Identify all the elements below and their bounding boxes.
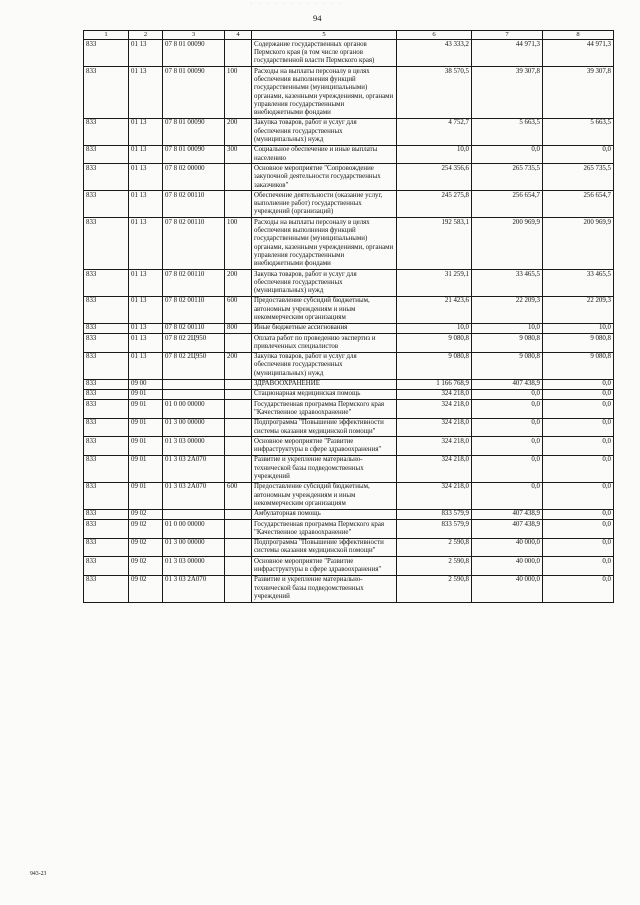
budget-code-cell: 833: [84, 118, 129, 145]
table-row: [84, 400, 614, 419]
amount-col7-cell: 0,0: [472, 418, 543, 437]
item-name-cell: Основное мероприятие "Развитие инфраструктуры в сфере здравоохранения": [252, 557, 397, 576]
section-code-cell: 09 02: [129, 509, 163, 519]
article-code-cell: 01 3 00 00000: [163, 418, 225, 437]
item-name-cell: Иные бюджетные ассигнования: [252, 323, 397, 333]
budget-code-cell: 833: [84, 455, 129, 482]
scan-artifact: · · · · · · · · · · · ·: [250, 0, 344, 8]
item-name-cell: Развитие и укрепление материально-технической базы подведомственных учреждений: [252, 455, 397, 482]
article-code-cell: 07 8 01 00090: [163, 67, 225, 119]
amount-col6-cell: 324 218,0: [397, 437, 472, 456]
budget-code-cell: 833: [84, 352, 129, 379]
amount-col6-cell: 2 590,8: [397, 575, 472, 602]
expense-type-cell: 100: [225, 67, 252, 119]
amount-col6-cell: 833 579,9: [397, 520, 472, 539]
amount-col8-cell: 0,0: [543, 418, 614, 437]
article-code-cell: 07 8 01 00090: [163, 145, 225, 164]
budget-code-cell: 833: [84, 145, 129, 164]
amount-col7-cell: 10,0: [472, 323, 543, 333]
article-code-cell: 07 8 02 00110: [163, 323, 225, 333]
table-row: [84, 482, 614, 509]
amount-col7-cell: 9 080,8: [472, 352, 543, 379]
section-code-cell: 09 01: [129, 437, 163, 456]
table-row: [84, 270, 614, 297]
expense-type-cell: [225, 538, 252, 557]
section-code-cell: 09 00: [129, 379, 163, 389]
budget-code-cell: 833: [84, 418, 129, 437]
table-row: [84, 334, 614, 353]
section-code-cell: 09 02: [129, 520, 163, 539]
amount-col8-cell: 39 307,8: [543, 67, 614, 119]
budget-code-cell: 833: [84, 400, 129, 419]
budget-code-cell: 833: [84, 40, 129, 67]
expense-type-cell: [225, 509, 252, 519]
amount-col7-cell: 9 080,8: [472, 334, 543, 353]
expense-type-cell: [225, 379, 252, 389]
budget-code-cell: 833: [84, 509, 129, 519]
budget-table: [83, 30, 614, 603]
budget-code-cell: 833: [84, 270, 129, 297]
section-code-cell: 01 13: [129, 191, 163, 218]
amount-col7-cell: 265 735,5: [472, 164, 543, 191]
budget-code-cell: 833: [84, 334, 129, 353]
section-code-cell: 01 13: [129, 218, 163, 270]
amount-col6-cell: 324 218,0: [397, 455, 472, 482]
column-number-row: [84, 31, 614, 40]
table-row: [84, 575, 614, 602]
amount-col8-cell: 265 735,5: [543, 164, 614, 191]
article-code-cell: 07 8 02 2Ц950: [163, 352, 225, 379]
budget-code-cell: 833: [84, 538, 129, 557]
amount-col8-cell: 0,0: [543, 575, 614, 602]
amount-col6-cell: 10,0: [397, 145, 472, 164]
margin-code: 943-23: [30, 871, 47, 877]
item-name-cell: ЗДРАВООХРАНЕНИЕ: [252, 379, 397, 389]
table-row: [84, 455, 614, 482]
item-name-cell: Подпрограмма "Повышение эффективности системы оказания медицинской помощи": [252, 418, 397, 437]
table-row: [84, 296, 614, 323]
amount-col8-cell: 256 654,7: [543, 191, 614, 218]
section-code-cell: 01 13: [129, 270, 163, 297]
item-name-cell: Предоставление субсидий бюджетным, автономным учреждениям и иным некоммерческим организациям: [252, 296, 397, 323]
article-code-cell: [163, 379, 225, 389]
expense-type-cell: 600: [225, 482, 252, 509]
item-name-cell: Стационарная медицинская помощь: [252, 389, 397, 399]
item-name-cell: Оплата работ по проведению экспертиз и привлеченных специалистов: [252, 334, 397, 353]
expense-type-cell: [225, 418, 252, 437]
amount-col8-cell: 0,0: [543, 145, 614, 164]
expense-type-cell: 100: [225, 218, 252, 270]
expense-type-cell: [225, 575, 252, 602]
expense-type-cell: [225, 191, 252, 218]
amount-col6-cell: 9 080,8: [397, 334, 472, 353]
page-number: 94: [313, 13, 322, 23]
amount-col6-cell: 2 590,8: [397, 557, 472, 576]
amount-col8-cell: 0,0: [543, 557, 614, 576]
table-row: [84, 323, 614, 333]
item-name-cell: Содержание государственных органов Пермского края (в том числе органов государственной власти Пермского края): [252, 40, 397, 67]
section-code-cell: 01 13: [129, 118, 163, 145]
amount-col6-cell: 245 275,8: [397, 191, 472, 218]
article-code-cell: 01 3 00 00000: [163, 538, 225, 557]
expense-type-cell: 200: [225, 352, 252, 379]
amount-col7-cell: 44 971,3: [472, 40, 543, 67]
section-code-cell: 09 01: [129, 455, 163, 482]
table-row: [84, 557, 614, 576]
item-name-cell: Закупка товаров, работ и услуг для обеспечения государственных (муниципальных) нужд: [252, 352, 397, 379]
table-body: [84, 40, 614, 602]
article-code-cell: 01 0 00 00000: [163, 400, 225, 419]
table-row: [84, 509, 614, 519]
amount-col8-cell: 22 209,3: [543, 296, 614, 323]
amount-col8-cell: 200 969,9: [543, 218, 614, 270]
article-code-cell: 01 3 03 2А070: [163, 575, 225, 602]
table-row: [84, 389, 614, 399]
table-row: [84, 191, 614, 218]
item-name-cell: Развитие и укрепление материально-технической базы подведомственных учреждений: [252, 575, 397, 602]
table-row: [84, 40, 614, 67]
item-name-cell: Социальное обеспечение и иные выплаты населению: [252, 145, 397, 164]
section-code-cell: 09 02: [129, 557, 163, 576]
section-code-cell: 01 13: [129, 164, 163, 191]
article-code-cell: 07 8 01 00090: [163, 118, 225, 145]
expense-type-cell: [225, 557, 252, 576]
expense-type-cell: [225, 455, 252, 482]
item-name-cell: Предоставление субсидий бюджетным, автономным учреждениям и иным некоммерческим организациям: [252, 482, 397, 509]
item-name-cell: Подпрограмма "Повышение эффективности системы оказания медицинской помощи": [252, 538, 397, 557]
amount-col7-cell: 0,0: [472, 437, 543, 456]
table-row: [84, 437, 614, 456]
budget-code-cell: 833: [84, 437, 129, 456]
amount-col8-cell: 0,0: [543, 520, 614, 539]
article-code-cell: 07 8 02 00110: [163, 296, 225, 323]
item-name-cell: Государственная программа Пермского края "Качественное здравоохранение": [252, 400, 397, 419]
amount-col6-cell: 324 218,0: [397, 418, 472, 437]
amount-col7-cell: 39 307,8: [472, 67, 543, 119]
budget-code-cell: 833: [84, 323, 129, 333]
amount-col7-cell: 407 438,9: [472, 509, 543, 519]
amount-col8-cell: 0,0: [543, 400, 614, 419]
section-code-cell: 01 13: [129, 352, 163, 379]
amount-col6-cell: 2 590,8: [397, 538, 472, 557]
amount-col7-cell: 407 438,9: [472, 379, 543, 389]
table-row: [84, 418, 614, 437]
item-name-cell: Амбулаторная помощь: [252, 509, 397, 519]
section-code-cell: 09 01: [129, 482, 163, 509]
expense-type-cell: 600: [225, 296, 252, 323]
article-code-cell: 07 8 02 00110: [163, 191, 225, 218]
section-code-cell: 09 02: [129, 575, 163, 602]
section-code-cell: 01 13: [129, 67, 163, 119]
expense-type-cell: [225, 334, 252, 353]
section-code-cell: 01 13: [129, 145, 163, 164]
amount-col6-cell: 1 166 768,9: [397, 379, 472, 389]
budget-code-cell: 833: [84, 218, 129, 270]
article-code-cell: 07 8 02 00110: [163, 270, 225, 297]
table-row: [84, 218, 614, 270]
section-code-cell: 01 13: [129, 40, 163, 67]
column-number: 8: [543, 31, 614, 40]
amount-col8-cell: 0,0: [543, 437, 614, 456]
amount-col8-cell: 0,0: [543, 379, 614, 389]
expense-type-cell: 200: [225, 270, 252, 297]
budget-code-cell: 833: [84, 67, 129, 119]
article-code-cell: 01 3 03 00000: [163, 437, 225, 456]
column-number: 5: [252, 31, 397, 40]
section-code-cell: 09 01: [129, 400, 163, 419]
expense-type-cell: [225, 437, 252, 456]
amount-col7-cell: 40 000,0: [472, 538, 543, 557]
amount-col8-cell: 0,0: [543, 389, 614, 399]
budget-code-cell: 833: [84, 296, 129, 323]
section-code-cell: 01 13: [129, 334, 163, 353]
expense-type-cell: [225, 164, 252, 191]
column-number: 1: [84, 31, 129, 40]
budget-code-cell: 833: [84, 389, 129, 399]
amount-col8-cell: 33 465,5: [543, 270, 614, 297]
article-code-cell: 07 8 02 00000: [163, 164, 225, 191]
expense-type-cell: [225, 520, 252, 539]
amount-col6-cell: 192 583,1: [397, 218, 472, 270]
table-row: [84, 118, 614, 145]
amount-col7-cell: 407 438,9: [472, 520, 543, 539]
column-number: 3: [163, 31, 225, 40]
amount-col7-cell: 0,0: [472, 400, 543, 419]
amount-col7-cell: 40 000,0: [472, 557, 543, 576]
expense-type-cell: [225, 389, 252, 399]
amount-col7-cell: 0,0: [472, 145, 543, 164]
article-code-cell: 01 0 00 00000: [163, 520, 225, 539]
table-row: [84, 145, 614, 164]
amount-col8-cell: 44 971,3: [543, 40, 614, 67]
amount-col7-cell: 0,0: [472, 482, 543, 509]
budget-code-cell: 833: [84, 379, 129, 389]
amount-col8-cell: 0,0: [543, 509, 614, 519]
amount-col7-cell: 0,0: [472, 455, 543, 482]
amount-col6-cell: 43 333,2: [397, 40, 472, 67]
amount-col6-cell: 324 218,0: [397, 400, 472, 419]
amount-col8-cell: 0,0: [543, 482, 614, 509]
amount-col8-cell: 5 663,5: [543, 118, 614, 145]
amount-col6-cell: 4 752,7: [397, 118, 472, 145]
item-name-cell: Закупка товаров, работ и услуг для обеспечения государственных (муниципальных) нужд: [252, 118, 397, 145]
expense-type-cell: 200: [225, 118, 252, 145]
item-name-cell: Закупка товаров, работ и услуг для обеспечения государственных (муниципальных) нужд: [252, 270, 397, 297]
section-code-cell: 09 01: [129, 389, 163, 399]
table-row: [84, 379, 614, 389]
amount-col6-cell: 324 218,0: [397, 482, 472, 509]
amount-col8-cell: 0,0: [543, 455, 614, 482]
amount-col7-cell: 0,0: [472, 389, 543, 399]
amount-col8-cell: 10,0: [543, 323, 614, 333]
amount-col8-cell: 0,0: [543, 538, 614, 557]
amount-col6-cell: 31 259,1: [397, 270, 472, 297]
section-code-cell: 09 01: [129, 418, 163, 437]
expense-type-cell: 300: [225, 145, 252, 164]
budget-code-cell: 833: [84, 575, 129, 602]
amount-col7-cell: 200 969,9: [472, 218, 543, 270]
budget-code-cell: 833: [84, 557, 129, 576]
article-code-cell: [163, 509, 225, 519]
column-number: 7: [472, 31, 543, 40]
column-number: 6: [397, 31, 472, 40]
amount-col8-cell: 9 080,8: [543, 352, 614, 379]
amount-col7-cell: 22 209,3: [472, 296, 543, 323]
section-code-cell: 01 13: [129, 296, 163, 323]
item-name-cell: Расходы на выплаты персоналу в целях обеспечения выполнения функций государственными (муниципальными) органами, казенными учреждениями, органами управления государственными внебюджетными фондами: [252, 218, 397, 270]
article-code-cell: 01 3 03 2А070: [163, 482, 225, 509]
amount-col6-cell: 38 570,5: [397, 67, 472, 119]
amount-col6-cell: 10,0: [397, 323, 472, 333]
section-code-cell: 09 02: [129, 538, 163, 557]
table-row: [84, 67, 614, 119]
column-number: 4: [225, 31, 252, 40]
budget-code-cell: 833: [84, 191, 129, 218]
amount-col8-cell: 9 080,8: [543, 334, 614, 353]
item-name-cell: Основное мероприятие "Сопровождение закупочной деятельности государственных заказчиков": [252, 164, 397, 191]
expense-type-cell: [225, 40, 252, 67]
amount-col6-cell: 324 218,0: [397, 389, 472, 399]
article-code-cell: 07 8 02 00110: [163, 218, 225, 270]
budget-code-cell: 833: [84, 164, 129, 191]
item-name-cell: Обеспечение деятельности (оказание услуг, выполнение работ) государственных учреждений (организаций): [252, 191, 397, 218]
item-name-cell: Государственная программа Пермского края "Качественное здравоохранение": [252, 520, 397, 539]
amount-col6-cell: 9 080,8: [397, 352, 472, 379]
amount-col7-cell: 33 465,5: [472, 270, 543, 297]
table-row: [84, 538, 614, 557]
column-number: 2: [129, 31, 163, 40]
item-name-cell: Расходы на выплаты персоналу в целях обеспечения выполнения функций государственными (муниципальными) органами, казенными учреждениями, органами управления государственными внебюджетными фондами: [252, 67, 397, 119]
amount-col6-cell: 833 579,9: [397, 509, 472, 519]
budget-code-cell: 833: [84, 520, 129, 539]
article-code-cell: 07 8 01 00090: [163, 40, 225, 67]
article-code-cell: 01 3 03 2А070: [163, 455, 225, 482]
table-row: [84, 352, 614, 379]
article-code-cell: [163, 389, 225, 399]
article-code-cell: 07 8 02 2Ц950: [163, 334, 225, 353]
amount-col6-cell: 254 356,6: [397, 164, 472, 191]
article-code-cell: 01 3 03 00000: [163, 557, 225, 576]
item-name-cell: Основное мероприятие "Развитие инфраструктуры в сфере здравоохранения": [252, 437, 397, 456]
budget-code-cell: 833: [84, 482, 129, 509]
amount-col6-cell: 21 423,6: [397, 296, 472, 323]
expense-type-cell: [225, 400, 252, 419]
amount-col7-cell: 256 654,7: [472, 191, 543, 218]
expense-type-cell: 800: [225, 323, 252, 333]
section-code-cell: 01 13: [129, 323, 163, 333]
amount-col7-cell: 5 663,5: [472, 118, 543, 145]
amount-col7-cell: 40 000,0: [472, 575, 543, 602]
table-row: [84, 520, 614, 539]
table-row: [84, 164, 614, 191]
